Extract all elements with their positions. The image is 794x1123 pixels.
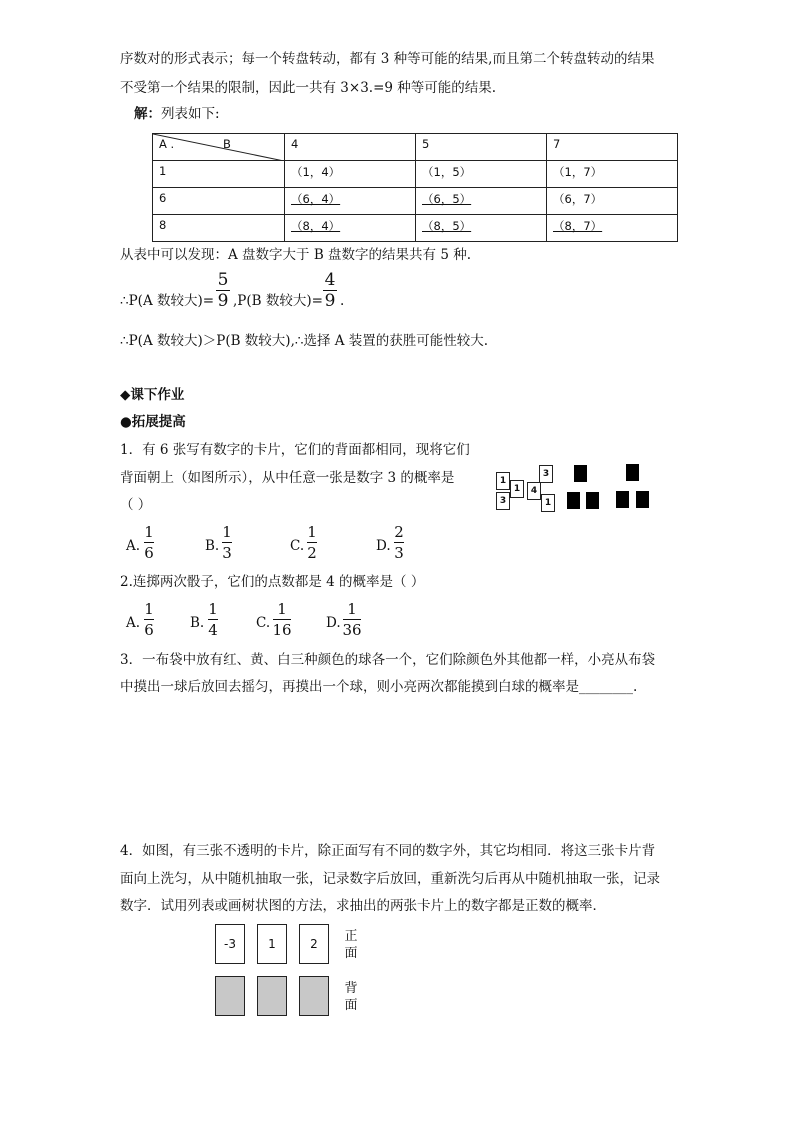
back-card bbox=[299, 976, 329, 1016]
table-row-label: 1 bbox=[153, 161, 285, 188]
front-card: 1 bbox=[257, 924, 287, 964]
q1-option-b-letter: B. bbox=[205, 538, 220, 554]
q1-option-b-fraction: 1 3 bbox=[222, 523, 232, 562]
q1-option-a-fraction: 1 6 bbox=[144, 523, 154, 562]
q1-line-3: （ ） bbox=[120, 497, 152, 513]
number-card: 1 bbox=[541, 494, 555, 512]
q1-option-d-letter: D. bbox=[376, 538, 391, 554]
intro-line-1: 序数对的形式表示；每一个转盘转动，都有 3 种等可能的结果,而且第二个转盘转动的结果 bbox=[120, 51, 655, 67]
prob-end: . bbox=[340, 293, 345, 309]
table-cell: （8，4） bbox=[285, 215, 416, 242]
table-col-header: 4 bbox=[285, 134, 416, 161]
face-down-card bbox=[616, 491, 629, 508]
number-card: 4 bbox=[527, 482, 541, 500]
q1-option-d-fraction: 2 3 bbox=[394, 523, 404, 562]
q1-option-c-fraction: 1 2 bbox=[307, 523, 317, 562]
q3-line-1: 3．一布袋中放有红、黄、白三种颜色的球各一个，它们除颜色外其他都一样，小亮从布袋 bbox=[120, 652, 656, 668]
q2-option-a-fraction: 1 6 bbox=[144, 600, 154, 639]
q1-option-a-letter: A. bbox=[126, 538, 141, 554]
table-corner-cell bbox=[153, 134, 285, 161]
table-row bbox=[153, 215, 678, 242]
q2-option-b-letter: B. bbox=[190, 615, 205, 631]
conclusion-text: ∴P(A 数较大)＞P(B 数较大),∴选择 A 装置的获胜可能性较大. bbox=[120, 333, 489, 349]
solution-heading bbox=[134, 104, 220, 124]
table-cell: （6，5） bbox=[416, 188, 547, 215]
front-card: 2 bbox=[299, 924, 329, 964]
corner-label-a: A . bbox=[159, 137, 175, 151]
pa-fraction: 5 9 bbox=[217, 270, 229, 311]
q4-line-1: 4．如图，有三张不透明的卡片，除正面写有不同的数字外，其它均相同．将这三张卡片背 bbox=[120, 843, 656, 859]
q2-text: 2.连掷两次骰子，它们的点数都是 4 的概率是（ ） bbox=[120, 574, 425, 590]
table-cell: （6，7） bbox=[547, 188, 678, 215]
table-col-header: 5 bbox=[416, 134, 547, 161]
back-card bbox=[215, 976, 245, 1016]
q1-line-1: 1．有 6 张写有数字的卡片，它们的背面都相同，现将它们 bbox=[120, 442, 470, 458]
number-card: 3 bbox=[496, 492, 510, 510]
table-row bbox=[153, 161, 678, 188]
back-card bbox=[257, 976, 287, 1016]
front-side-label: 正 面 bbox=[344, 929, 358, 961]
face-down-card bbox=[574, 465, 587, 482]
number-card: 1 bbox=[510, 480, 524, 498]
table-row-label: 6 bbox=[153, 188, 285, 215]
q2-option-c-fraction: 1 16 bbox=[272, 600, 292, 639]
solution-text: 列表如下: bbox=[161, 106, 220, 122]
table-cell: （1，4） bbox=[285, 161, 416, 188]
table-cell: （8，7） bbox=[547, 215, 678, 242]
q4-line-2: 面向上洗匀，从中随机抽取一张，记录数字后放回，重新洗匀后再从中随机抽取一张，记录 bbox=[120, 871, 660, 887]
table-header-row bbox=[153, 134, 678, 161]
number-card: 3 bbox=[539, 465, 553, 483]
face-down-card bbox=[567, 492, 580, 509]
solution-label: 解： bbox=[134, 106, 161, 122]
face-down-card bbox=[586, 492, 599, 509]
q3-line-2: 中摸出一球后放回去摇匀，再摸出一个球，则小亮两次都能摸到白球的概率是________. bbox=[120, 679, 638, 695]
q2-option-b-fraction: 1 4 bbox=[208, 600, 218, 639]
q1-option-c-letter: C. bbox=[290, 538, 305, 554]
number-card: 1 bbox=[496, 472, 510, 490]
front-card: -3 bbox=[215, 924, 245, 964]
q2-option-d-fraction: 1 36 bbox=[342, 600, 362, 639]
finding-text: 从表中可以发现：A 盘数字大于 B 盘数字的结果共有 5 种. bbox=[120, 247, 472, 263]
section-homework: ◆课下作业 bbox=[120, 387, 185, 403]
table-cell: （6，4） bbox=[285, 188, 416, 215]
corner-label-b: B bbox=[223, 137, 231, 151]
q1-line-2: 背面朝上（如图所示），从中任意一张是数字 3 的概率是 bbox=[120, 470, 455, 486]
outcome-table bbox=[152, 133, 678, 242]
face-down-card bbox=[626, 464, 639, 481]
q2-option-d-letter: D. bbox=[326, 615, 341, 631]
pb-label: ,P(B 数较大)= bbox=[233, 293, 323, 309]
table-cell: （1，5） bbox=[416, 161, 547, 188]
table-col-header: 7 bbox=[547, 134, 678, 161]
q4-line-3: 数字．试用列表或画树状图的方法，求抽出的两张卡片上的数字都是正数的概率． bbox=[120, 898, 606, 914]
table-cell: （1，7） bbox=[547, 161, 678, 188]
q2-option-c-letter: C. bbox=[256, 615, 271, 631]
table-row bbox=[153, 188, 678, 215]
face-down-card bbox=[636, 491, 649, 508]
intro-line-2: 不受第一个结果的限制，因此一共有 3×3.=9 种等可能的结果. bbox=[120, 80, 497, 96]
section-extension: ●拓展提高 bbox=[120, 414, 186, 430]
back-side-label: 背 面 bbox=[344, 981, 358, 1013]
table-cell: （8，5） bbox=[416, 215, 547, 242]
pb-fraction: 4 9 bbox=[324, 270, 336, 311]
q2-option-a-letter: A. bbox=[126, 615, 141, 631]
table-row-label: 8 bbox=[153, 215, 285, 242]
pa-label: ∴P(A 数较大)= bbox=[120, 293, 215, 309]
